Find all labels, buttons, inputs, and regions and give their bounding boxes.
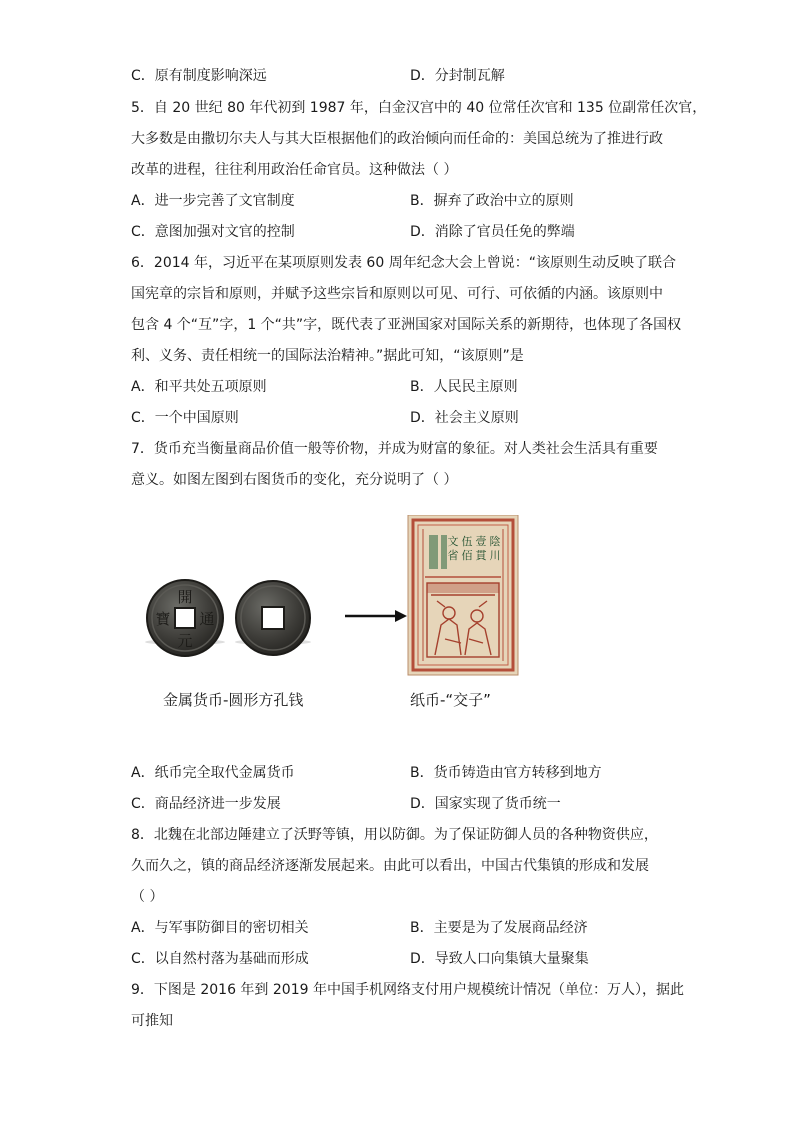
q7-stem-line-2: 意义。如图左图到右图货币的变化，充分说明了（ ）	[131, 472, 458, 488]
caption-paper-currency: 纸币-“交子”	[410, 691, 491, 709]
q8-stem-line-2: 久而久之，镇的商品经济逐渐发展起来。由此可以看出，中国古代集镇的形成和发展	[131, 858, 649, 874]
note-text-4: 貫	[475, 549, 487, 562]
q8-stem-line-1: 8．北魏在北部边陲建立了沃野等镇，用以防御。为了保证防御人员的各种物资供应，	[131, 827, 658, 843]
note-text-3: 壹	[475, 535, 487, 548]
q6-option-c[interactable]: C．一个中国原则	[131, 410, 239, 426]
q5-option-c[interactable]: C．意图加强对文官的控制	[131, 224, 295, 240]
q7-option-c[interactable]: C．商品经济进一步发展	[131, 796, 281, 812]
q5-stem-line-1: 5．自 20 世纪 80 年代初到 1987 年，白金汉宫中的 40 位常任次官和 135 位副常任次官，	[131, 100, 707, 116]
note-text-5: 伍	[461, 535, 473, 548]
q4-option-d[interactable]: D．分封制瓦解	[410, 68, 505, 84]
q6-option-a[interactable]: A．和平共处五项原则	[131, 379, 267, 395]
q8-option-b[interactable]: B．主要是为了发展商品经济	[410, 920, 588, 936]
currency-figure	[145, 515, 525, 715]
arrow-right-icon	[345, 610, 407, 622]
q8-option-c[interactable]: C．以自然村落为基础而形成	[131, 951, 309, 967]
q8-option-d[interactable]: D．导致人口向集镇大量聚集	[410, 951, 589, 967]
coin-char-bottom: 元	[177, 632, 193, 650]
q4-option-c[interactable]: C．原有制度影响深远	[131, 68, 267, 84]
q7-option-a[interactable]: A．纸币完全取代金属货币	[131, 765, 295, 781]
q6-stem-line-3: 包含 4 个“互”字，1 个“共”字，既代表了亚洲国家对国际关系的新期待，也体现了各国权	[131, 317, 682, 333]
caption-metal-currency: 金属货币-圆形方孔钱	[163, 691, 304, 709]
q5-option-a[interactable]: A．进一步完善了文官制度	[131, 193, 295, 209]
q6-option-b[interactable]: B．人民民主原则	[410, 379, 518, 395]
q7-stem-line-1: 7．货币充当衡量商品价值一般等价物，并成为财富的象征。对人类社会生活具有重要	[131, 441, 658, 457]
q6-stem-line-1: 6．2014 年，习近平在某项原则发表 60 周年纪念大会上曾说：“该原则生动反映了联合	[131, 255, 676, 271]
q8-stem-line-3: （ ）	[131, 889, 164, 905]
note-text-2: 川	[489, 549, 501, 562]
coin-char-right: 通	[199, 610, 215, 628]
q7-option-d[interactable]: D．国家实现了货币统一	[410, 796, 561, 812]
q9-stem-line-2: 可推知	[131, 1013, 173, 1029]
q5-stem-line-3: 改革的进程，往往利用政治任命官员。这种做法（ ）	[131, 162, 458, 178]
note-text-6: 佰	[461, 549, 473, 562]
q5-option-d[interactable]: D．消除了官员任免的弊端	[410, 224, 575, 240]
coin-char-left: 寶	[155, 610, 171, 628]
q6-stem-line-4: 利、义务、责任相统一的国际法治精神。”据此可知，“该原则”是	[131, 348, 524, 364]
q6-option-d[interactable]: D．社会主义原则	[410, 410, 519, 426]
q5-option-b[interactable]: B．摒弃了政治中立的原则	[410, 193, 574, 209]
kaiyuan-coin-front	[145, 580, 225, 656]
coin-char-top: 開	[177, 588, 193, 606]
note-text-1: 陰	[489, 535, 501, 548]
note-text-8: 省	[447, 549, 459, 562]
jiaozi-paper-note	[408, 515, 518, 675]
q6-stem-line-2: 国宪章的宗旨和原则，并赋予这些宗旨和原则以可见、可行、可依循的内涵。该原则中	[131, 286, 663, 302]
q5-stem-line-2: 大多数是由撒切尔夫人与其大臣根据他们的政治倾向而任命的：美国总统为了推进行政	[131, 131, 663, 147]
q8-option-a[interactable]: A．与军事防御目的密切相关	[131, 920, 309, 936]
note-text-7: 文	[447, 535, 459, 548]
kaiyuan-coin-back	[235, 581, 311, 655]
q9-stem-line-1: 9．下图是 2016 年到 2019 年中国手机网络支付用户规模统计情况（单位：万人），据此	[131, 982, 684, 998]
q7-option-b[interactable]: B．货币铸造由官方转移到地方	[410, 765, 602, 781]
